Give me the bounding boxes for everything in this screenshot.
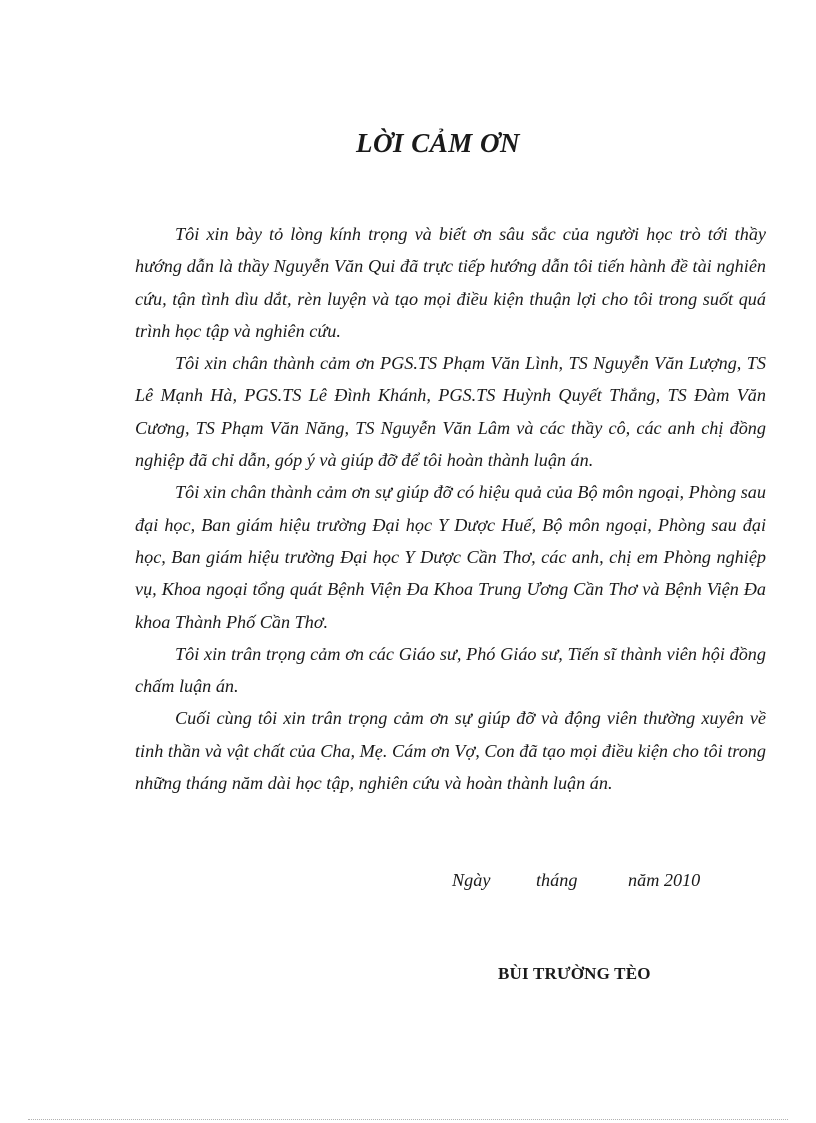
footer-divider [28, 1119, 788, 1120]
date-day-label: Ngày [452, 870, 491, 890]
paragraph-institutions: Tôi xin chân thành cảm ơn sự giúp đỡ có hiệu quả của Bộ môn ngoại, Phòng sau đại học, Ban giám hiệu trường Đại học Y Dược Huế, Bộ môn ngoại, Phòng sau đại học, Ban giám hiệu trường Đại học Y Dược Cần Thơ, các anh, chị em Phòng nghiệp vụ, Khoa ngoại tổng quát Bệnh Viện Đa Khoa Trung Ương Cần Thơ và Bệnh Viện Đa khoa Thành Phố Cần Thơ. [135, 482, 766, 632]
date-year-label: năm 2010 [628, 870, 701, 890]
page-title: LỜI CẢM ƠN [355, 128, 521, 158]
paragraph-professors: Tôi xin chân thành cảm ơn PGS.TS Phạm Văn Lình, TS Nguyễn Văn Lượng, TS Lê Mạnh Hà, PGS.TS Lê Đình Khánh, PGS.TS Huỳnh Quyết Thắng, TS Đàm Văn Cương, TS Phạm Văn Năng, TS Nguyễn Văn Lâm và các thầy cô, các anh chị đồng nghiệp đã chỉ dẫn, góp ý và giúp đỡ để tôi hoàn thành luận án. [135, 353, 766, 471]
author-signature-name: BÙI TRƯỜNG TÈO [498, 964, 651, 983]
paragraph-committee: Tôi xin trân trọng cảm ơn các Giáo sư, Phó Giáo sư, Tiến sĩ thành viên hội đồng chấm luận án. [135, 643, 766, 697]
paragraph-advisor: Tôi xin bày tỏ lòng kính trọng và biết ơn sâu sắc của người học trò tới thầy hướng dẫn là thầy Nguyễn Văn Qui đã trực tiếp hướng dẫn tôi tiến hành đề tài nghiên cứu, tận tình dìu dắt, rèn luyện và tạo mọi điều kiện thuận lợi cho tôi trong suốt quá trình học tập và nghiên cứu. [135, 224, 766, 341]
acknowledgement-body [135, 218, 766, 799]
paragraph-family: Cuối cùng tôi xin trân trọng cảm ơn sự giúp đỡ và động viên thường xuyên về tinh thần và vật chất của Cha, Mẹ. Cám ơn Vợ, Con đã tạo mọi điều kiện cho tôi trong những tháng năm dài học tập, nghiên cứu và hoàn thành luận án. [135, 708, 766, 794]
date-month-label: tháng [536, 870, 578, 890]
